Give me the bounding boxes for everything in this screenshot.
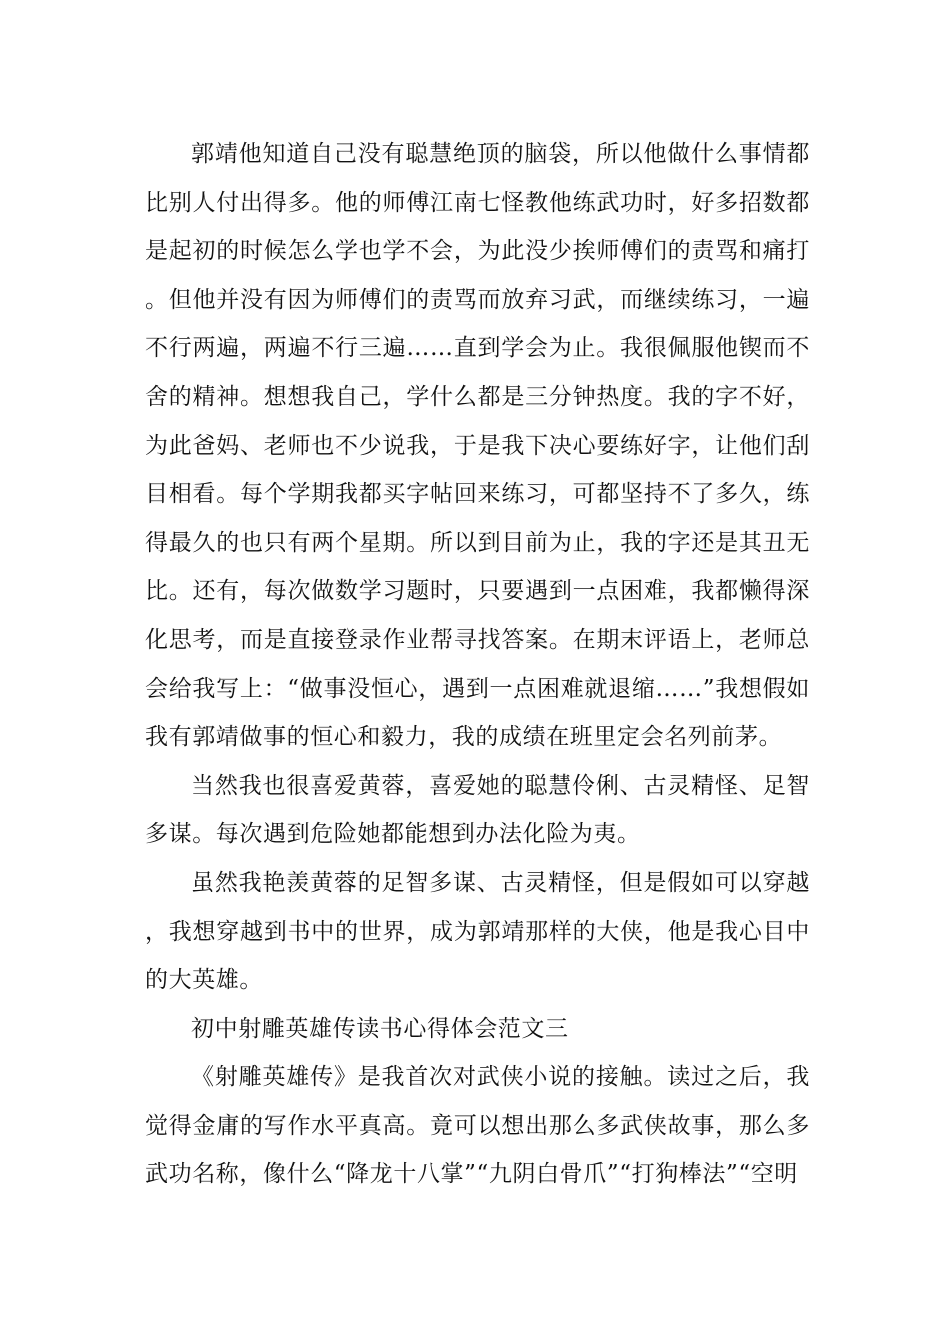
document-body [145,130,810,1199]
section-heading: 初中射雕英雄传读书心得体会范文三 [191,1015,569,1042]
paragraph-guojing-perseverance: 郭靖他知道自己没有聪慧绝顶的脑袋，所以他做什么事情都比别人付出得多。他的师傅江南七怪教他练武功时，好多招数都是起初的时候怎么学也学不会，为此没少挨师傅们的责骂和痛打。但他并没有因为师傅们的责骂而放弃习武，而继续练习，一遍不行两遍，两遍不行三遍……直到学会为止。我很佩服他锲而不舍的精神。想想我自己，学什么都是三分钟热度。我的字不好，为此爸妈、老师也不少说我，于是我下决心要练好字，让他们刮目相看。每个学期我都买字帖回来练习，可都坚持不了多久，练得最久的也只有两个星期。所以到目前为止，我的字还是其丑无比。还有，每次做数学习题时，只要遇到一点困难，我都懒得深化思考，而是直接登录作业帮寻找答案。在期末评语上，老师总会给我写上：“做事没恒心，遇到一点困难就退缩……”我想假如我有郭靖做事的恒心和毅力，我的成绩在班里定会名列前茅。 [145,141,810,751]
paragraph-time-travel-wish: 虽然我艳羡黄蓉的足智多谋、古灵精怪，但是假如可以穿越，我想穿越到书中的世界，成为郭靖那样的大侠，他是我心目中的大英雄。 [145,869,810,994]
paragraph-first-wuxia-novel: 《射雕英雄传》是我首次对武侠小说的接触。读过之后，我觉得金庸的写作水平真高。竟可以想出那么多武侠故事，那么多武功名称，像什么“降龙十八掌”“九阴白骨爪”“打狗棒法”“空明 [145,1064,810,1188]
paragraph-huangrong-admiration: 当然我也很喜爱黄蓉，喜爱她的聪慧伶俐、古灵精怪、足智多谋。每次遇到危险她都能想到办法化险为夷。 [145,772,810,848]
